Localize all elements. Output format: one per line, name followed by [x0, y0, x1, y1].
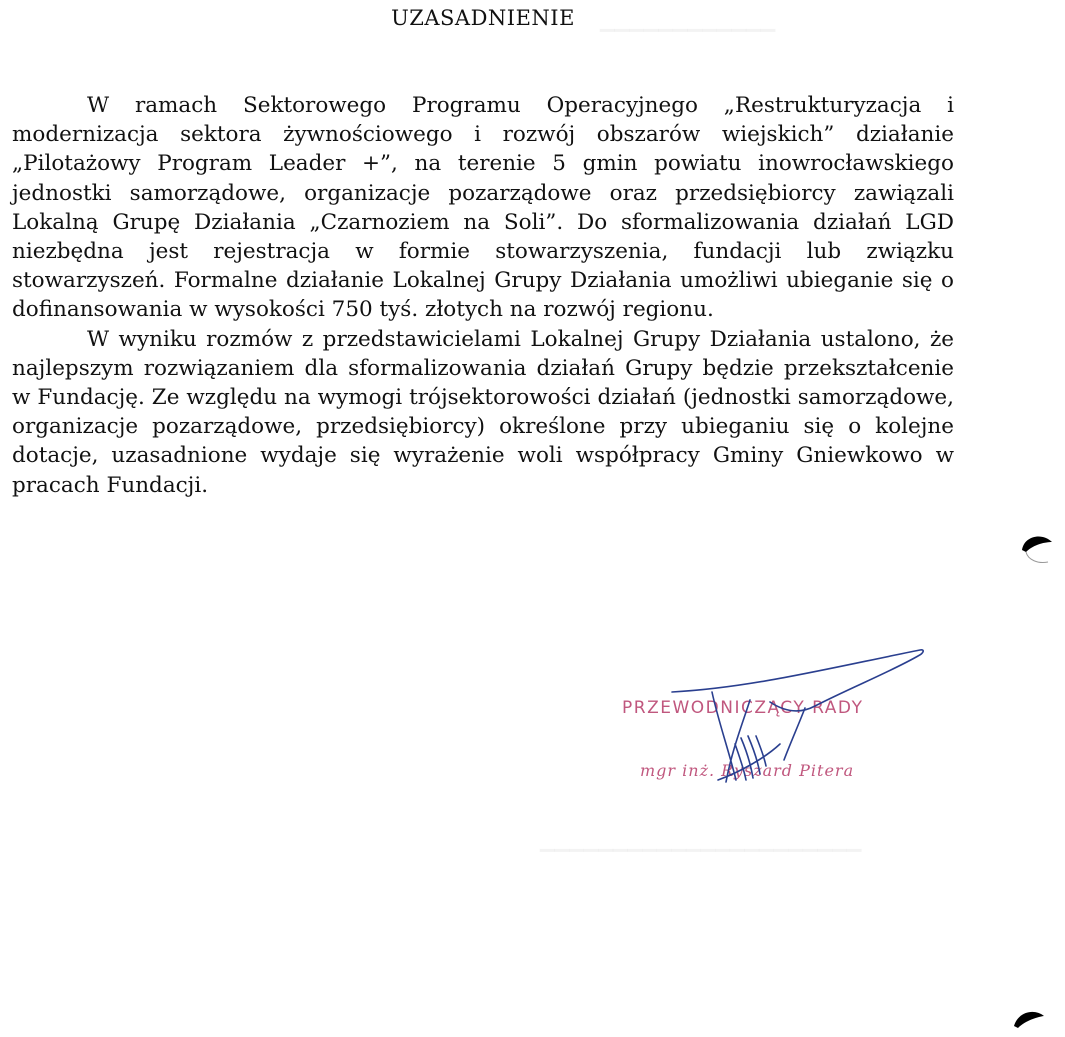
paragraph-2: W wyniku rozmów z przedstawicielami Lokalnej Grupy Działania ustalono, że najlepszym rozwiązaniem dla sformalizowania działań Grupy będzie przekształcenie w Fundację. Ze względu na wymogi trójsektorowości działań (jednostki samorządowe, organizacje pozarządowe, przedsiębiorcy) określone przy ubieganiu się o kolejne dotacje, uzasadnione wydaje się wyrażenie woli współpracy Gminy Gniewkowo w pracach Fundacji.	[12, 326, 954, 498]
signature-block	[600, 640, 960, 800]
bleed-through-top: ▁▁▁▁▁▁▁▁▁▁▁▁	[600, 10, 776, 32]
bleed-through-bottom: ▁▁▁▁▁▁▁▁▁▁▁▁▁▁▁▁▁▁▁▁▁▁	[540, 830, 862, 852]
stamp-name: mgr inż. Ryszard Pitera	[640, 761, 855, 780]
paragraph-1: W ramach Sektorowego Programu Operacyjnego „Restrukturyzacja i modernizacja sektora żywnościowego i rozwój obszarów wiejskich” działanie „Pilotażowy Program Leader +”, na terenie 5 gmin powiatu inowrocławskiego jednostki samorządowe, organizacje pozarządowe oraz przedsiębiorcy zawiązali Lokalną Grupę Działania „Czarnoziem na Soli”. Do sformalizowania działań LGD niezbędna jest rejestracja w formie stowarzyszenia, fundacji lub związku stowarzyszeń. Formalne działanie Lokalnej Grupy Działania umożliwi ubieganie się o dofinansowania w wysokości 750 tyś. złotych na rozwój regionu.	[12, 93, 954, 323]
handwritten-signature	[600, 640, 960, 800]
punch-hole-icon	[1018, 530, 1054, 566]
stamp-title: PRZEWODNICZĄCY RADY	[622, 698, 864, 718]
document-title: UZASADNIENIE	[391, 6, 575, 30]
punch-hole-icon	[1010, 1004, 1046, 1037]
document-body	[12, 91, 954, 500]
